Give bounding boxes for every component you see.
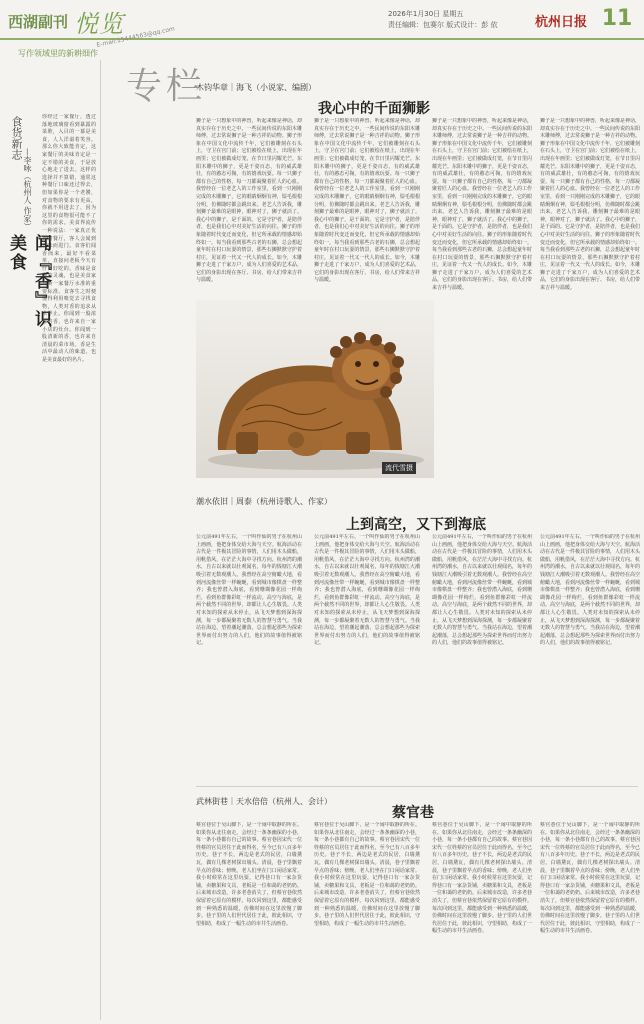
sidebar-column-name: 食货新志	[10, 116, 23, 160]
article1-body-col4: 狮子是一只想象中的神兽，听起来像是神话，却真实存在于历史之中。一些民间传说的东阳木雕师傅，过去常说狮子是一种吉祥的动物。狮子形象在中国文化中流传千年，它们被雕刻在石头上，守卫在宫门前；它们被绘在纸上，出现在年画里；它们被做成灯笼，在节日里闪耀光芒。东阳木雕中的狮子，更是千姿百态，有的威武雄壮，有的憨态可掬，有的嬉戏玩耍。每一只狮子都有自己的性格，每一刀都凝聚着匠人的心血。我曾经在一位老艺人的工作室里，看到一只刚刚完成的木雕狮子，它的眼睛炯炯有神，鬃毛根根分明，仿佛随时都会跳出来。老艺人告诉我，雕刻狮子最难的是眼神，眼神对了，狮子就活了。我心中的狮子，是千面的。它是守护者，是陪伴者，也是我们心中对美好生活的向往。狮子的形象随着时代变迁而变化，但它所承载的情感却始终如一。每当我看到那些古老的石狮，总会想起童年时在村口玩耍的情景，那些石狮默默守护着村庄，见证着一代又一代人的成长。如今，木雕狮子走进了千家万户，成为人们喜爱的艺术品，它们的身影出现在客厅、书房，给人们带来吉祥与温暖。	[540, 118, 640, 292]
article2-body-col4: 公元前491年左右，一个叫作仙的男子在杭州山上画画，他把身体交给大海与天空。航海活动在古代是一件极其冒险的事情，人们用木头做船，用帆借风，在茫茫大海中寻找方向。杭州湾的潮水，自古以来就以壮观闻名，每年的钱塘江大潮吸引着无数观潮人。我曾经在高空俯瞰大地，看到河流像丝带一样蜿蜒，看到城市像棋盘一样整齐；我也曾潜入海底，看到珊瑚像花园一样绚烂，看到鱼群像彩虹一样流动。高空与海底，是两个截然不同的世界，却都让人心生敬畏。人类对未知的探索从未停止，从飞天梦想到深海探测，每一步都凝聚着无数人的智慧与勇气。当我站在海边，望着潮起潮落，总会想起那些为探索世界而付出努力的人们，他们的故事值得被铭记。	[540, 534, 640, 647]
article2-headline: 上到高空，又下到海底	[346, 517, 486, 533]
header-rule	[0, 38, 644, 40]
article2-body-col2: 公元前491年左右，一个叫作仙的男子在杭州山上画画，他把身体交给大海与天空。航海活动在古代是一件极其冒险的事情，人们用木头做船，用帆借风，在茫茫大海中寻找方向。杭州湾的潮水，自古以来就以壮观闻名，每年的钱塘江大潮吸引着无数观潮人。我曾经在高空俯瞰大地，看到河流像丝带一样蜿蜒，看到城市像棋盘一样整齐；我也曾潜入海底，看到珊瑚像花园一样绚烂，看到鱼群像彩虹一样流动。高空与海底，是两个截然不同的世界，却都让人心生敬畏。人类对未知的探索从未停止，从飞天梦想到深海探测，每一步都凝聚着无数人的智慧与勇气。当我站在海边，望着潮起潮落，总会想起那些为探索世界而付出努力的人们，他们的故事值得被铭记。	[314, 534, 420, 647]
tagline: 写作领域里的新耕细作	[18, 49, 98, 58]
article3-body-col3: 蔡官巷位于吴山脚下，是一个闹中取静的所在。如果你从北往南走，会经过一条条幽深的小巷，每一条小巷都有自己的故事。蔡官巷因宋代一位姓蔡的官员居住于此而得名，至今已有八百多年历史。巷子不长，两边是老式的民居，白墙黛瓦，偶有几棵老树探出墙头。清晨，巷子里飘着早点的香味；傍晚，老人们坐在门口闲话家常。我小时候常在这里玩耍，记得巷口有一家杂货铺，卖糖果和文具，老板是一位和蔼的老奶奶。后来城市改造，许多老巷消失了，但蔡官巷依然保留着它原有的模样。每次回到这里，都能感受到一种熟悉的温暖，仿佛时间在这里放慢了脚步。巷子里的人们世代居住于此，彼此相识，守望相助，构成了一幅生动的市井生活画卷。	[432, 822, 532, 935]
article3-body-col4: 蔡官巷位于吴山脚下，是一个闹中取静的所在。如果你从北往南走，会经过一条条幽深的小巷，每一条小巷都有自己的故事。蔡官巷因宋代一位姓蔡的官员居住于此而得名，至今已有八百多年历史。巷子不长，两边是老式的民居，白墙黛瓦，偶有几棵老树探出墙头。清晨，巷子里飘着早点的香味；傍晚，老人们坐在门口闲话家常。我小时候常在这里玩耍，记得巷口有一家杂货铺，卖糖果和文具，老板是一位和蔼的老奶奶。后来城市改造，许多老巷消失了，但蔡官巷依然保留着它原有的模样。每次回到这里，都能感受到一种熟悉的温暖，仿佛时间在这里放慢了脚步。巷子里的人们世代居住于此，彼此相识，守望相助，构成了一幅生动的市井生活画卷。	[540, 822, 640, 935]
section-divider	[196, 786, 638, 787]
issue-meta	[388, 9, 528, 31]
column-tag: 专栏	[126, 66, 207, 107]
lion-sculpture-image	[196, 300, 434, 478]
article3-byline: 武林街巷｜天水倍倍（杭州人、会计）	[196, 797, 332, 806]
sidebar-author: —李咏（杭州人 作家）	[23, 148, 32, 231]
issue-date: 2026年1月30日 星期五	[388, 10, 464, 18]
sidebar-title: 闻『香』识美食	[6, 234, 51, 329]
article1-headline: 我心中的千面狮影	[318, 101, 430, 117]
sidebar-divider	[100, 60, 101, 1020]
article3-headline: 蔡官巷	[392, 805, 434, 821]
lion-sculpture-photo	[196, 300, 434, 478]
article1-body-col1: 狮子是一只想象中的神兽，听起来像是神话，却真实存在于历史之中。一些民间传说的东阳木雕师傅，过去常说狮子是一种吉祥的动物。狮子形象在中国文化中流传千年，它们被雕刻在石头上，守卫在宫门前；它们被绘在纸上，出现在年画里；它们被做成灯笼，在节日里闪耀光芒。东阳木雕中的狮子，更是千姿百态，有的威武雄壮，有的憨态可掬，有的嬉戏玩耍。每一只狮子都有自己的性格，每一刀都凝聚着匠人的心血。我曾经在一位老艺人的工作室里，看到一只刚刚完成的木雕狮子，它的眼睛炯炯有神，鬃毛根根分明，仿佛随时都会跳出来。老艺人告诉我，雕刻狮子最难的是眼神，眼神对了，狮子就活了。我心中的狮子，是千面的。它是守护者，是陪伴者，也是我们心中对美好生活的向往。狮子的形象随着时代变迁而变化，但它所承载的情感却始终如一。每当我看到那些古老的石狮，总会想起童年时在村口玩耍的情景，那些石狮默默守护着村庄，见证着一代又一代人的成长。如今，木雕狮子走进了千家万户，成为人们喜爱的艺术品，它们的身影出现在客厅、书房，给人们带来吉祥与温暖。	[196, 118, 302, 284]
section-logo: 悦览	[74, 9, 125, 38]
article1-body-col3: 狮子是一只想象中的神兽，听起来像是神话，却真实存在于历史之中。一些民间传说的东阳木雕师傅，过去常说狮子是一种吉祥的动物。狮子形象在中国文化中流传千年，它们被雕刻在石头上，守卫在宫门前；它们被绘在纸上，出现在年画里；它们被做成灯笼，在节日里闪耀光芒。东阳木雕中的狮子，更是千姿百态，有的威武雄壮，有的憨态可掬，有的嬉戏玩耍。每一只狮子都有自己的性格，每一刀都凝聚着匠人的心血。我曾经在一位老艺人的工作室里，看到一只刚刚完成的木雕狮子，它的眼睛炯炯有神，鬃毛根根分明，仿佛随时都会跳出来。老艺人告诉我，雕刻狮子最难的是眼神，眼神对了，狮子就活了。我心中的狮子，是千面的。它是守护者，是陪伴者，也是我们心中对美好生活的向往。狮子的形象随着时代变迁而变化，但它所承载的情感却始终如一。每当我看到那些古老的石狮，总会想起童年时在村口玩耍的情景，那些石狮默默守护着村庄，见证着一代又一代人的成长。如今，木雕狮子走进了千家万户，成为人们喜爱的艺术品，它们的身影出现在客厅、书房，给人们带来吉祥与温暖。	[432, 118, 532, 292]
paper-logo: 杭州日报	[534, 14, 587, 30]
article2-byline: 潮水依旧｜周泰（杭州诗歌人、作家）	[196, 497, 332, 506]
section-name: 西湖副刊	[8, 12, 69, 31]
page-number: 11	[601, 6, 633, 31]
article3-body-col2: 蔡官巷位于吴山脚下，是一个闹中取静的所在。如果你从北往南走，会经过一条条幽深的小巷，每一条小巷都有自己的故事。蔡官巷因宋代一位姓蔡的官员居住于此而得名，至今已有八百多年历史。巷子不长，两边是老式的民居，白墙黛瓦，偶有几棵老树探出墙头。清晨，巷子里飘着早点的香味；傍晚，老人们坐在门口闲话家常。我小时候常在这里玩耍，记得巷口有一家杂货铺，卖糖果和文具，老板是一位和蔼的老奶奶。后来城市改造，许多老巷消失了，但蔡官巷依然保留着它原有的模样。每次回到这里，都能感受到一种熟悉的温暖，仿佛时间在这里放慢了脚步。巷子里的人们世代居住于此，彼此相识，守望相助，构成了一幅生动的市井生活画卷。	[314, 822, 420, 927]
article2-body-col1: 公元前491年左右，一个叫作仙的男子在杭州山上画画，他把身体交给大海与天空。航海活动在古代是一件极其冒险的事情，人们用木头做船，用帆借风，在茫茫大海中寻找方向。杭州湾的潮水，自古以来就以壮观闻名，每年的钱塘江大潮吸引着无数观潮人。我曾经在高空俯瞰大地，看到河流像丝带一样蜿蜒，看到城市像棋盘一样整齐；我也曾潜入海底，看到珊瑚像花园一样绚烂，看到鱼群像彩虹一样流动。高空与海底，是两个截然不同的世界，却都让人心生敬畏。人类对未知的探索从未停止，从飞天梦想到深海探测，每一步都凝聚着无数人的智慧与勇气。当我站在海边，望着潮起潮落，总会想起那些为探索世界而付出努力的人们，他们的故事值得被铭记。	[196, 534, 302, 647]
editor-credits: 责任编辑：包赛尔 版式设计：彭 依	[388, 21, 498, 29]
sidebar-body: 你经过一家餐厅，透过落地玻璃窗看到暴露的菜堆，入目的一幕是美食，人人洋溢着笑容。那么你大致能肯定，这家餐厅的美味肯定是一定不错的美食，于是放心地走了进去。这样的选择并不算错，通常这种餐厅口味还过得去，但如果你是一个老饕，对食物的要求有更高，你就不用进去了，因为这里的食物很可能不了你的需求。美食界流传一种说法：一家真正优秀的餐厅，客人会闻到香味而进门。食客们闻香而来，最好不看菜单，直接问老板今天有什么好吃的。香味是食物的灵魂，也是美食家判断一家餐厅水准的重要标准。食客生之时便懂得利用嗅觉去寻找食物，人类对香的追求从未停止。你闻到一股浓郁的香，也许来自一家小店的灶台。你闻到一股清新的香，也许来自清晨的菜市场。香是生活中最动人的味道，也是美食最好的名片。	[42, 114, 96, 363]
section-brand	[8, 8, 168, 38]
article1-byline: 木钧华章｜海飞（小说家、编剧）	[196, 83, 316, 92]
article2-body-col3: 公元前491年左右，一个叫作仙的男子在杭州山上画画，他把身体交给大海与天空。航海活动在古代是一件极其冒险的事情，人们用木头做船，用帆借风，在茫茫大海中寻找方向。杭州湾的潮水，自古以来就以壮观闻名，每年的钱塘江大潮吸引着无数观潮人。我曾经在高空俯瞰大地，看到河流像丝带一样蜿蜒，看到城市像棋盘一样整齐；我也曾潜入海底，看到珊瑚像花园一样绚烂，看到鱼群像彩虹一样流动。高空与海底，是两个截然不同的世界，却都让人心生敬畏。人类对未知的探索从未停止，从飞天梦想到深海探测，每一步都凝聚着无数人的智慧与勇气。当我站在海边，望着潮起潮落，总会想起那些为探索世界而付出努力的人们，他们的故事值得被铭记。	[432, 534, 532, 647]
photo-caption: 流代雪摄	[382, 462, 416, 474]
article3-body-col1: 蔡官巷位于吴山脚下，是一个闹中取静的所在。如果你从北往南走，会经过一条条幽深的小巷，每一条小巷都有自己的故事。蔡官巷因宋代一位姓蔡的官员居住于此而得名，至今已有八百多年历史。巷子不长，两边是老式的民居，白墙黛瓦，偶有几棵老树探出墙头。清晨，巷子里飘着早点的香味；傍晚，老人们坐在门口闲话家常。我小时候常在这里玩耍，记得巷口有一家杂货铺，卖糖果和文具，老板是一位和蔼的老奶奶。后来城市改造，许多老巷消失了，但蔡官巷依然保留着它原有的模样。每次回到这里，都能感受到一种熟悉的温暖，仿佛时间在这里放慢了脚步。巷子里的人们世代居住于此，彼此相识，守望相助，构成了一幅生动的市井生活画卷。	[196, 822, 302, 927]
watermark-email: E-mail:15444563@qq.com	[96, 25, 176, 49]
article1-body-col2: 狮子是一只想象中的神兽，听起来像是神话，却真实存在于历史之中。一些民间传说的东阳木雕师傅，过去常说狮子是一种吉祥的动物。狮子形象在中国文化中流传千年，它们被雕刻在石头上，守卫在宫门前；它们被绘在纸上，出现在年画里；它们被做成灯笼，在节日里闪耀光芒。东阳木雕中的狮子，更是千姿百态，有的威武雄壮，有的憨态可掬，有的嬉戏玩耍。每一只狮子都有自己的性格，每一刀都凝聚着匠人的心血。我曾经在一位老艺人的工作室里，看到一只刚刚完成的木雕狮子，它的眼睛炯炯有神，鬃毛根根分明，仿佛随时都会跳出来。老艺人告诉我，雕刻狮子最难的是眼神，眼神对了，狮子就活了。我心中的狮子，是千面的。它是守护者，是陪伴者，也是我们心中对美好生活的向往。狮子的形象随着时代变迁而变化，但它所承载的情感却始终如一。每当我看到那些古老的石狮，总会想起童年时在村口玩耍的情景，那些石狮默默守护着村庄，见证着一代又一代人的成长。如今，木雕狮子走进了千家万户，成为人们喜爱的艺术品，它们的身影出现在客厅、书房，给人们带来吉祥与温暖。	[314, 118, 420, 284]
